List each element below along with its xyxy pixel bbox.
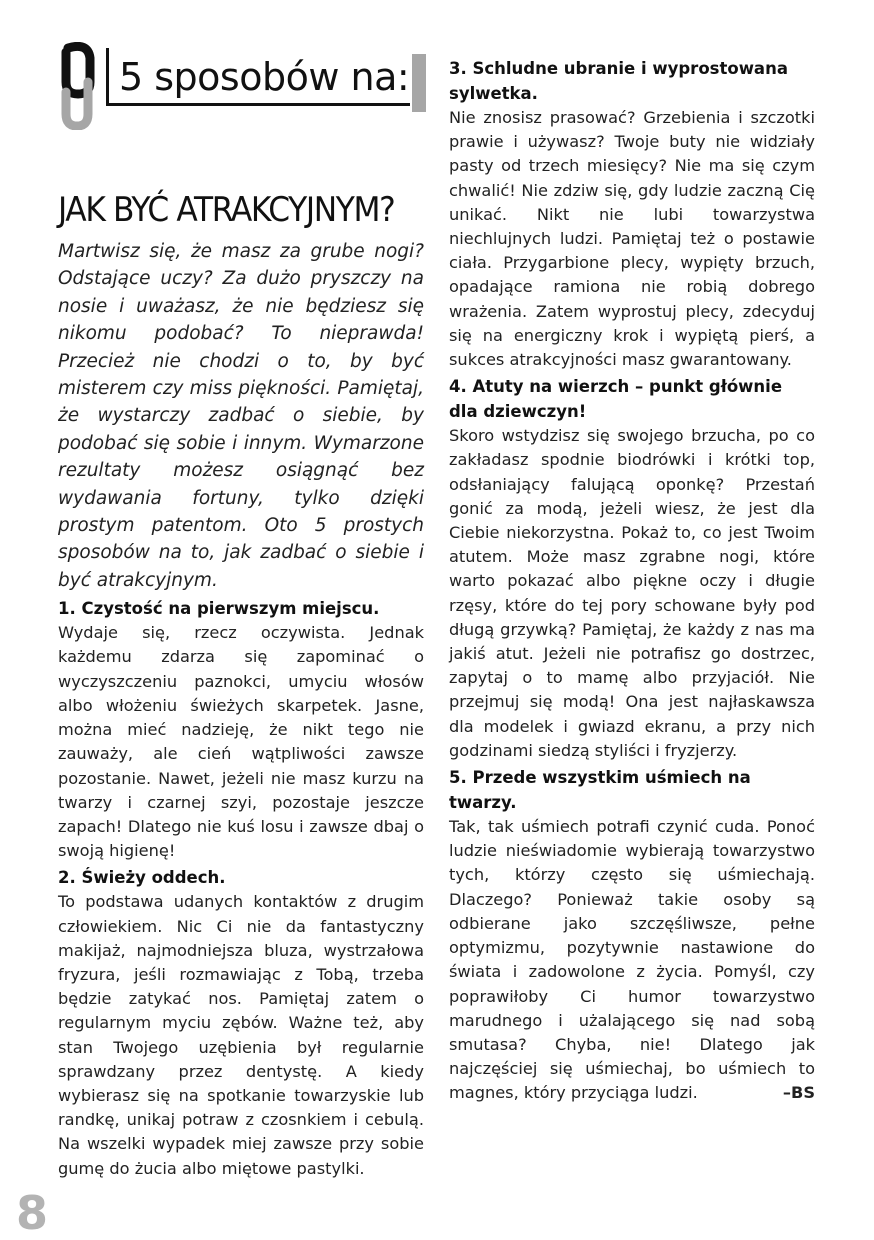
- section-title: 1. Czystość na pierwszym miejscu.: [58, 599, 380, 619]
- intro-paragraph: Martwisz się, że masz za grube nogi? Odstające uczy? Za dużo pryszczy na nosie i uważasz, że nie będziesz się nikomu podobać? To nieprawda! Przecież nie chodzi o to, by być misterem czy miss piękności. Pamiętaj, że wystarczy zadbać o siebie, by podobać się sobie i innym. Wymarzone rezultaty możesz osiągnąć bez wydawania fortuny, tylko dzięki prostym patentom. Oto 5 prostych sposobów na to, jak zadbać o siebie i być atrakcyjnym.: [58, 241, 424, 591]
- page-number: 8: [16, 1186, 49, 1240]
- section-4: [449, 374, 815, 763]
- section-1: [58, 596, 424, 863]
- main-heading: JAK BYĆ ATRAKCYJNYM?: [58, 190, 395, 230]
- paperclip-icon: [58, 42, 100, 130]
- section-body-text: Tak, tak uśmiech potrafi czynić cuda. Ponoć ludzie nieświadomie wybierają towarzystwo tych, którzy często się uśmiechają. Dlaczego? Ponieważ takie osoby są odbierane jako szczęśliwsze, pełne optymizmu, pozytywnie nastawione do świata i zadowolone z życia. Pomyśl, czy poprawiłoby Ci humor towarzystwo marudnego i użalającego się nad sobą smutasa? Chyba, nie! Dlatego jak najczęściej się uśmiechaj, bo uśmiech to magnes, który przyciąga ludzi.: [449, 817, 815, 1103]
- section-body: [449, 815, 815, 1105]
- section-body: Wydaje się, rzecz oczywista. Jednak każdemu zdarza się zapominać o wyczyszczeniu paznokci, umyciu włosów albo włożeniu świeżych skarpetek. Jasne, można mieć nadzieję, że nikt tego nie zauważy, ale cień wątpliwości zawsze pozostanie. Nawet, jeżeli nie masz kurzu na twarzy i czarnej szyi, pozostaje jeszcze zapach! Dlatego nie kuś losu i zawsze dbaj o swoją higienę!: [58, 623, 424, 861]
- right-column: [449, 40, 815, 1106]
- section-title: 4. Atuty na wierzch – punkt głównie dla dziewczyn!: [449, 377, 783, 422]
- section-3: [449, 56, 815, 372]
- section-body: Nie znosisz prasować? Grzebienia i szczotki prawie i używasz? Twoje buty nie widziały pasty od trzech miesięcy? Nie ma się czym chwalić! Nie zdziw się, gdy ludzie zaczną Cię unikać. Nikt nie lubi towarzystwa niechlujnych ludzi. Pamiętaj też o postawie ciała. Przygarbione plecy, wypięty brzuch, opadające ramiona nie robią dobrego wrażenia. Zatem wyprostuj plecy, zdecyduj się na energiczny krok i wypiętą pierś, a sukces atrakcyjności masz gwarantowany.: [449, 108, 815, 370]
- header-title: 5 sposobów na:: [106, 48, 410, 106]
- section-title: 5. Przede wszystkim uśmiech na twarzy.: [449, 768, 751, 813]
- section-title: 3. Schludne ubranie i wyprostowana sylwetka.: [449, 59, 788, 103]
- section-body: To podstawa udanych kontaktów z drugim człowiekiem. Nic Ci nie da fantastyczny makijaż, najmodniejsza bluza, wystrzałowa fryzura, jeśli rozmawiając z Tobą, trzeba będzie zatykać nos. Pamiętaj zatem o regularnym myciu zębów. Ważne też, aby stan Twojego uzębienia był regularnie sprawdzany przez dentystę. A kiedy wybierasz się na spotkanie towarzyskie lub randkę, unikaj potraw z czosnkiem i cebulą. Na wszelki wypadek miej zawsze przy sobie gumę do żucia albo miętowe pastylki.: [58, 892, 424, 1178]
- section-body: Skoro wstydzisz się swojego brzucha, po co zakładasz spodnie biodrówki i krótki top, odsłaniający falującą oponkę? Przestań gonić za modą, jeżeli wiesz, że jest dla Ciebie niekorzystna. Pokaż to, co jest Twoim atutem. Może masz zgrabne nogi, które warto pokazać albo piękne oczy i długie rzęsy, które do tej pory schowane były pod długą grzywką? Pamiętaj, że każdy z nas ma jakiś atut. Jeżeli nie potrafisz go dostrzec, zapytaj o to mamę albo przyjaciół. Nie przejmuj się modą! Ona jest najłaskawsza dla modelek i gwiazd ekranu, a przy nich godzinami siedzą styliści i fryzjerzy.: [449, 426, 815, 760]
- section-5: [449, 765, 815, 1105]
- author-signature: –BS: [782, 1083, 815, 1103]
- section-title: 2. Świeży oddech.: [58, 868, 226, 888]
- section-2: [58, 865, 424, 1180]
- left-column: [58, 40, 424, 1181]
- header-accent-bar: [412, 54, 426, 112]
- header-box: [58, 40, 424, 132]
